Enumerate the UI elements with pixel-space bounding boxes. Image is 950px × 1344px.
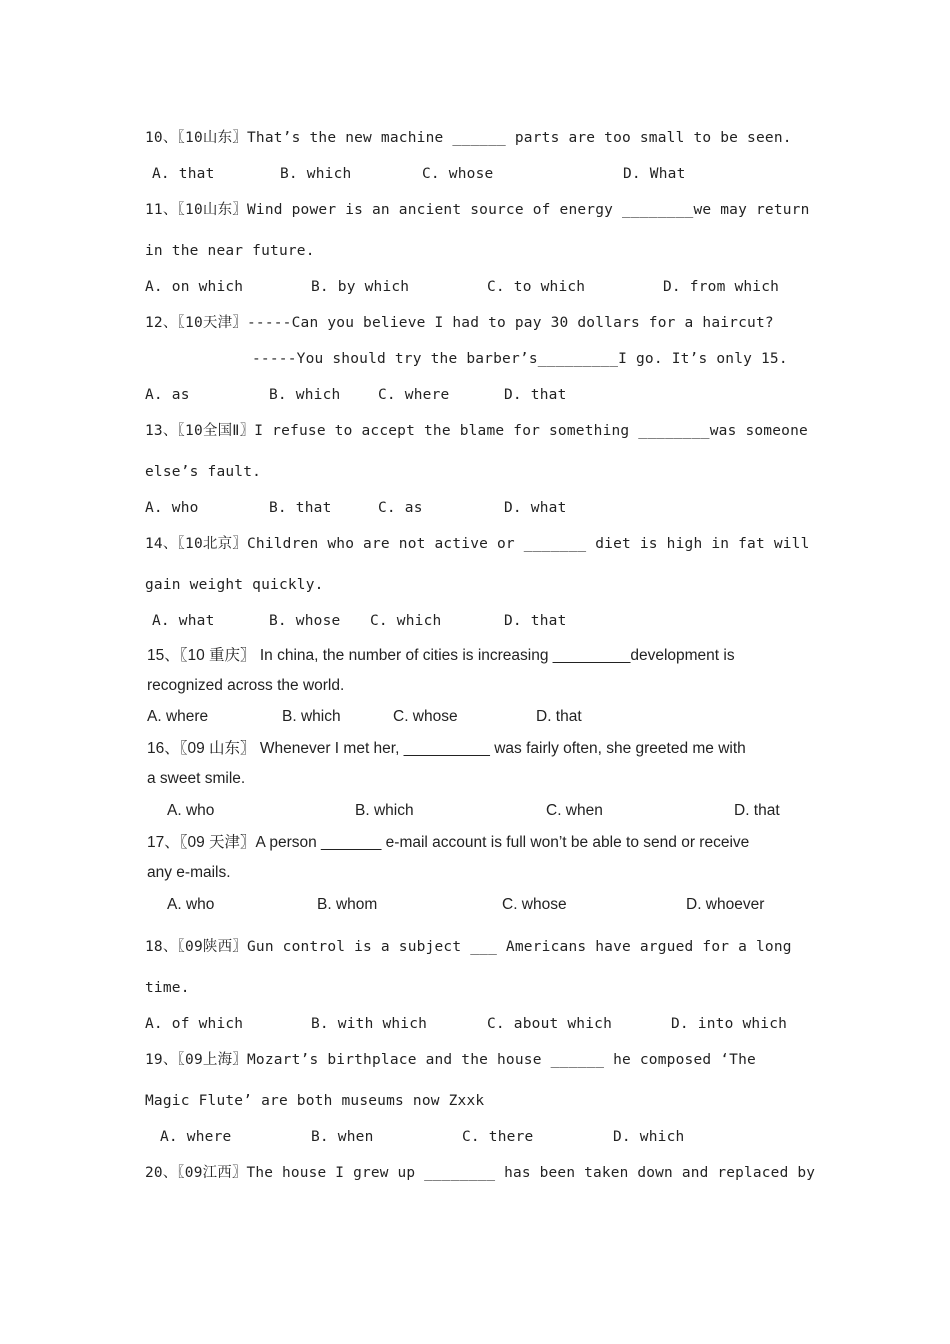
question-13-option-c: C. as [378,500,423,516]
question-11-option-b: B. by which [311,279,410,295]
question-15-stem-line1: 15、〖10 重庆〗 In china, the number of cities is increasing _________development is [147,647,735,664]
question-19-stem-line2: Magic Flute’ are both museums now Zxxk [145,1093,485,1109]
question-16-option-d: D. that [734,802,780,819]
question-16-stem-line1: 16、〖09 山东〗 Whenever I met her, __________ was fairly often, she greeted me with [147,740,746,757]
question-15-option-a: A. where [147,708,209,725]
question-17-option-a: A. who [167,896,215,913]
question-20-stem-line1: 20、〖09江西〗The house I grew up ________ has been taken down and replaced by [145,1165,816,1181]
question-15-option-c: C. whose [393,708,458,725]
question-17-option-d: D. whoever [686,896,765,913]
question-18-option-d: D. into which [671,1016,788,1032]
question-17-option-c: C. whose [502,896,567,913]
question-10-option-d: D. What [623,166,686,182]
question-13-stem-line2: else’s fault. [145,464,262,480]
question-16-option-c: C. when [546,802,603,819]
question-13-stem-line1: 13、〖10全国Ⅱ〗I refuse to accept the blame for something ________was someone [145,423,808,439]
question-14-option-a: A. what [152,613,215,629]
question-13-option-b: B. that [269,500,332,516]
question-19-option-a: A. where [160,1129,232,1145]
question-11-option-c: C. to which [487,279,586,295]
question-12-stem-line2: -----You should try the barber’s_________I go. It’s only 15. [252,351,788,367]
question-18-stem-line1: 18、〖09陕西〗Gun control is a subject ___ Americans have argued for a long [145,939,792,955]
question-16-option-b: B. which [355,802,414,819]
question-15-option-d: D. that [536,708,582,725]
question-12-option-d: D. that [504,387,567,403]
question-14-option-d: D. that [504,613,567,629]
question-11-option-d: D. from which [663,279,780,295]
question-18-stem-line2: time. [145,980,190,996]
question-11-stem-line2: in the near future. [145,243,315,259]
question-12-option-c: C. where [378,387,450,403]
question-14-option-b: B. whose [269,613,341,629]
question-18-option-a: A. of which [145,1016,244,1032]
question-12-stem-line1: 12、〖10天津〗-----Can you believe I had to pay 30 dollars for a haircut? [145,315,774,331]
question-15-stem-line2: recognized across the world. [147,677,345,694]
question-17-option-b: B. whom [317,896,378,913]
question-18-option-c: C. about which [487,1016,613,1032]
question-14-stem-line2: gain weight quickly. [145,577,324,593]
question-18-option-b: B. with which [311,1016,428,1032]
question-19-option-c: C. there [462,1129,534,1145]
question-10-option-b: B. which [280,166,352,182]
question-14-stem-line1: 14、〖10北京〗Children who are not active or _______ diet is high in fat will [145,536,810,552]
question-10-option-a: A. that [152,166,215,182]
question-19-option-b: B. when [311,1129,374,1145]
question-11-stem-line1: 11、〖10山东〗Wind power is an ancient source of energy ________we may return [145,202,810,218]
question-19-stem-line1: 19、〖09上海〗Mozart’s birthplace and the house ______ he composed ‘The [145,1052,756,1068]
question-17-stem-line1: 17、〖09 天津〗A person _______ e-mail account is full won’t be able to send or receive [147,834,750,851]
question-10-option-c: C. whose [422,166,494,182]
question-13-option-d: D. what [504,500,567,516]
question-16-stem-line2: a sweet smile. [147,770,246,787]
question-10-stem: 10、〖10山东〗That’s the new machine ______ parts are too small to be seen. [145,130,792,146]
question-12-option-a: A. as [145,387,190,403]
question-13-option-a: A. who [145,500,199,516]
question-16-option-a: A. who [167,802,215,819]
question-12-option-b: B. which [269,387,341,403]
question-15-option-b: B. which [282,708,341,725]
question-17-stem-line2: any e-mails. [147,864,231,881]
question-19-option-d: D. which [613,1129,685,1145]
question-14-option-c: C. which [370,613,442,629]
question-11-option-a: A. on which [145,279,244,295]
